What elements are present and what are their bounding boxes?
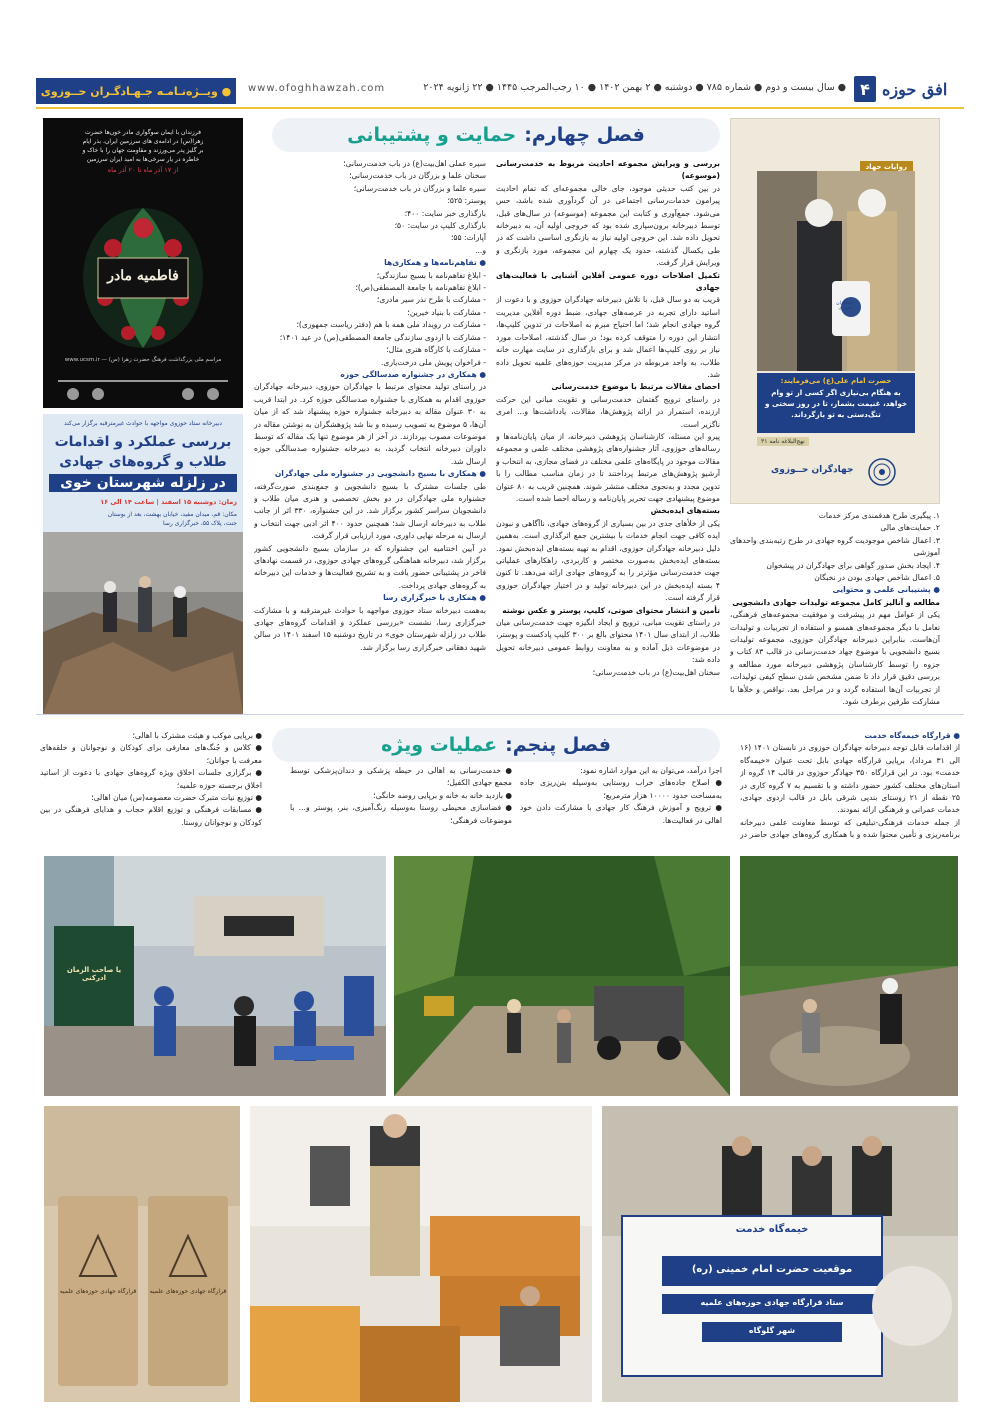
paragraph: ۴. ایجاد بخش صدور گواهی برای جهادگران در پیشخوان bbox=[766, 560, 940, 570]
shrine-banner: یا صاحب الزمان ادرکنی bbox=[66, 966, 122, 982]
subheading: احصای مقالات مرتبط با موضوع خدمت‌رسانی bbox=[551, 382, 720, 392]
poster-quote-box bbox=[757, 373, 915, 433]
paragraph: در آیین اختتامیه این جشنواره که در سازمان بسیج دانشجویی کشور برگزار شد، دبیرخانه هماهنگی گروه‌های جهادی حوزوی، در قسمت نهادهای فاخر در پشتیبانی حضور یافت و به تشریح فعالیت‌ها و خدمات این دبیرخانه به گروه‌های جهادی پرداخت. bbox=[254, 543, 486, 590]
section4-column-1 bbox=[496, 158, 720, 706]
fatemiyeh-ad bbox=[43, 118, 243, 408]
section5-title-label: فصل پنجم: bbox=[505, 734, 611, 756]
subheading: ● تفاهم‌نامه‌ها و همکاری‌ها bbox=[384, 258, 486, 268]
paragraph: از جمله خدمات فرهنگی-تبلیغی که توسط معاونت علمی دبیرخانه برنامه‌ریزی و تأمین محتوا شده و با همکاری گروه‌های جهادی حاضر در bbox=[740, 817, 960, 840]
paragraph: از اقدامات قابل توجه دبیرخانه جهادگران حوزوی در تابستان ۱۴۰۱ (۱۶ الی ۳۱ مرداد)، برپایی قرارگاه جهادی بابل تحت عنوان «خیمه‌گاه خدمت» بود. در این قرارگاه ۳۵۰ جهادگر حوزوی در قالب ۱۴ گروه از استان‌های مختلف کشور حضور داشته و با تقسیم به ۷ گروه کاری در ۲۵ نقطه از ۲۱ روستای بندپی شرقی بابل در قالب اردوی جهادی، خدمات عمرانی و فرهنگی ارائه نمودند. bbox=[740, 743, 960, 815]
khoy-ad-title-1: بررسی عملکرد و اقدامات bbox=[54, 434, 232, 450]
paragraph: سیره علما و بزرگان در باب خدمت‌رسانی؛ bbox=[353, 183, 486, 193]
poster-source: نهج‌البلاغه نامه ۳۱ bbox=[757, 437, 809, 446]
subheading: مطالعه و آنالیز کامل مجموعه تولیدات جهادی دانشجویی bbox=[732, 597, 940, 607]
subheading: ● همکاری در جشنواره صدسالگی حوزه bbox=[340, 369, 486, 379]
khoy-ad-title-3: در زلزله شهرستان خوی bbox=[49, 474, 237, 492]
paragraph: ● مسابقات فرهنگی و توزیع اقلام حجاب و هدایای فرهنگی در بین کودکان و نوجوانان روستا. bbox=[40, 805, 262, 827]
paragraph: ● برگزاری جلسات اخلاق ویژه گروه‌های جهادی با دعوت از اساتید اخلاق برجسته حوزه علمیه؛ bbox=[40, 768, 262, 790]
paragraph: به‌همت دبیرخانه ستاد حوزوی مواجهه با حوادث غیرمترقبه و با مشارکت خبرگزاری رسا، نشست «بررسی عملکرد و اقدامات گروه‌های جهادی طلاب در زلزله شهرستان خوی» در تاریخ دوشنبه ۱۵ اسفند ۱۴۰۱ در سالن شهید دهقانی خبرگزاری رسا برگزار شد. bbox=[254, 605, 486, 652]
special-issue-badge: ● ویــژه‌نـامـه جـهـادگـران حــوزوی bbox=[36, 78, 236, 104]
section5-column-4 bbox=[40, 730, 262, 842]
khoy-rubble-photo bbox=[43, 532, 243, 714]
poster-brand: جهادگران حــوزوی bbox=[771, 465, 854, 475]
header-divider bbox=[36, 107, 964, 109]
jihad-quote-poster bbox=[730, 118, 940, 504]
paragraph: قریب به دو سال قبل، با تلاش دبیرخانه جهادگران حوزوی و با دعوت از اساتید دارای تجربه در عرصه‌های جهادی، ضبط دوره آفلاین مدیریت گروه جهادی انجام شد؛ اما احتیاج مبرم به اصلاحات در تدوین کلیپ‌ها، انتشار این دوره را متوقف کرده بود؛ در سال گذشته، اصلاحات مورد نیاز بر روی کلیپ‌ها اعمال شد و برای بارگذاری در سایت مهارت خانه طلاب، به واحد مربوطه در مرکز مدیریت حوزه‌های علمیه تحویل داده شد. bbox=[496, 295, 720, 379]
paragraph: ۳. اعمال شاخص موجودیت گروه جهادی در طرح رتبه‌بندی واحدهای آموزشی bbox=[730, 535, 940, 558]
khoy-ad-place: مکان: قم، میدان مفید، خیابان بهشت، بعد از بوستان جنت، پلاک ۵۵، خبرگزاری رسا bbox=[107, 511, 237, 527]
paragraph: سخنان اهل‌بیت(ع) در باب خدمت‌رسانی؛ bbox=[592, 667, 720, 677]
khoy-ad-time: زمان: دوشنبه ۱۵ اسفند | ساعت ۱۴ الی ۱۶ bbox=[100, 498, 237, 506]
section5-column-2 bbox=[520, 765, 722, 845]
khoy-ad-title-2: طلاب و گروه‌های جهادی bbox=[59, 454, 227, 470]
bag-label-2: قرارگاه جهادی حوزه‌های علمیه bbox=[149, 1288, 227, 1295]
medical-camp-photo bbox=[44, 856, 386, 1096]
food-packages-photo bbox=[250, 1106, 592, 1402]
subheading: تکمیل اصلاحات دوره عمومی آفلاین آشنایی با فعالیت‌های جهادی bbox=[496, 270, 720, 293]
poster-quote-head: حضرت امام علی(ع) می‌فرمایند: bbox=[780, 377, 892, 385]
paragraph: ● کلاس و جُنگ‌های معارفی برای کودکان و نوجوانان و حلقه‌های معرفت با جوانان؛ bbox=[40, 743, 262, 765]
poster-emblem-icon bbox=[867, 457, 897, 487]
paragraph: ● برپایی موکب و هیئت مشترک با اهالی؛ bbox=[132, 731, 262, 740]
paragraph: - مشارکت با بنیاد خیرین؛ bbox=[407, 307, 486, 317]
subheading: ● همکاری با خبرگزاری رسا bbox=[383, 593, 486, 603]
subheading: ● قرارگاه خیمه‌گاه خدمت bbox=[864, 731, 960, 740]
section-divider bbox=[36, 714, 964, 715]
paragraph: بارگذاری کلیپ در سایت: ۵۰؛ bbox=[394, 221, 486, 231]
khoy-earthquake-ad bbox=[43, 414, 243, 714]
khoy-ad-intro: دبیرخانه ستاد حوزوی مواجهه با حوادث غیرمترقبه برگزار می‌کند bbox=[64, 420, 222, 427]
paragraph: پیرو این مسئله، کارشناسان پژوهشی دبیرخانه، از میان پایان‌نامه‌ها و رساله‌های حوزوی، آثار جشنواره‌های پژوهشی مختلف علمی و مجموعه مقالات موجود در پایگاه‌های علمی مختلف در فضای مجازی، به انتخاب و آرشیو پژوهش‌های مرتبط پرداختند تا در زمان مناسب مطالب را با تدوین مجدد و به‌نحوی مختلف منتشر شوند. همچنین قریب به ۸۰ عنوان موضوع پیشنهادی جهت تحریر پایان‌نامه و رساله احصا شده است. bbox=[496, 431, 720, 503]
tent-banner-photo bbox=[602, 1106, 958, 1402]
poster-quote: به هنگام بی‌نیازی اگر کسی از تو وام خواهد، غنیمت بشمار، تا در روز سختی و تنگ‌دستی به تو بازگرداند. bbox=[764, 388, 908, 419]
poster-bag-label: جهادگران حوزوی bbox=[836, 301, 854, 311]
subheading: بررسی و ویرایش مجموعه احادیث مربوط به خدمت‌رسانی (موسوعه) bbox=[496, 159, 720, 181]
paragraph: در راستای تولید محتوای مرتبط با جهادگران حوزوی، دبیرخانه جهادگران حوزوی اقدام به همکاری با جشنواره صدسالگی حوزه کرد. در ابتدا قریب به ۳۰ عنوان مقاله به دبیرخانه جشنواره حوزه پیشنهاد شد که از میان آن‌ها، ۵ موضوع به تصویب رسیده و بنا شد پژوهشگران به نوشتن مقاله در موضوعات مصوب بپردازند. در آخر از هر موضوع تنها یک مقاله که توسط داوران دبیرخانه انتخاب گردید، به دبیرخانه جشنواره صدسالگی حوزه ارسال شد. bbox=[254, 382, 486, 466]
paragraph: - مشارکت با کارگاه هنری مثال؛ bbox=[386, 345, 486, 355]
site-url[interactable]: www.ofoghhawzah.com bbox=[248, 83, 386, 94]
section4-title-name: حمایت و پشتیبانی bbox=[347, 124, 517, 146]
paper-name: افق حوزه bbox=[882, 79, 948, 99]
paragraph: - مشارکت با اردوی سازندگی جامعة المصطفی(ص) در عید ۱۴۰۱؛ bbox=[279, 332, 486, 342]
paragraph: ● توزیع نیات متبرک حضرت معصومه(س) میان اهالی؛ bbox=[91, 793, 262, 803]
rubble-removal-photo bbox=[740, 856, 958, 1096]
paragraph: - ابلاغ تفاهم‌نامه با بسیج سازندگی؛ bbox=[376, 270, 486, 280]
bag-label-1: قرارگاه جهادی حوزه‌های علمیه bbox=[59, 1288, 137, 1295]
fatemiyeh-calligraphy: فاطمیه مادر bbox=[107, 268, 179, 284]
subheading: ● همکاری با بسیج دانشجویی در جشنواره ملی جهادگران bbox=[274, 469, 486, 479]
paragraph: ۵. اعمال شاخص جهادی بودن در نخبگان bbox=[814, 573, 940, 583]
tent-banner-line-1: خیمه‌گاه خدمت bbox=[735, 1224, 809, 1235]
page-header bbox=[36, 74, 964, 112]
section5-title-name: عملیات ویژه bbox=[381, 734, 498, 756]
section4-column-2 bbox=[254, 158, 486, 706]
section4-column-3 bbox=[730, 510, 940, 706]
section5-title bbox=[272, 728, 720, 762]
paragraph: ● خدمت‌رسانی به اهالی در حیطه پزشکی و دندان‌پزشکی توسط مجمع جهادی الکفیل؛ bbox=[290, 766, 512, 788]
paragraph: - مشارکت در رویداد ملی همه با هم (دفتر ریاست جمهوری)؛ bbox=[296, 320, 486, 330]
fatemiyeh-ad-date: از ۱۷ آذر ماه تا ۲۰ آذر ماه bbox=[107, 166, 179, 174]
fatemiyeh-ad-text: فرزندان با ایمان سوگواری مادر خون‌ها حضرت زهرا(س) در ادامه‌ی های سرزمین ایران، بذر ایام بر گلیز پدر می‌ورزند و مقاومت جهان را با خاک و خاطره در یار سرخی‌ها به امید ایران سرزمین bbox=[82, 129, 204, 163]
paragraph: ۱. پیگیری طرح هدفمندی مرکز خدمات bbox=[818, 511, 940, 520]
section5-column-3 bbox=[290, 765, 512, 845]
paragraph: - مشارکت با طرح نذر سیر مادری؛ bbox=[376, 295, 486, 305]
page-number: ۴ bbox=[854, 76, 876, 102]
forest-road-work-photo bbox=[394, 856, 730, 1096]
paragraph: سخنان علما و بزرگان در باب خدمت‌رسانی؛ bbox=[349, 171, 486, 181]
poster-tag: روایات جهاد bbox=[860, 161, 913, 173]
clerics-aid-photo bbox=[757, 171, 915, 371]
paragraph: در بین کتب حدیثی موجود، جای خالی مجموعه‌ای که تمام احادیث پیرامون خدمات‌رسانی اجتماعی در آن گردآوری شده باشد، حس می‌شود. جمع‌آوری و کتابت این مجموعه (موسوعه) در سال‌های قبل، توسط دبیرخانه برون‌سپاری شده بود که خروجی اولیه آن، به دبیرخانه تحویل داده شد. این خروجی اولیه نیاز به بازنگری اساسی داشت که در طی یکسال گذشته، حدود یک چهارم این مجموعه، مورد بازنگری و ویرایش قرار گرفت. bbox=[496, 183, 720, 268]
issue-meta: ● سال بیست و دوم ● شماره ۷۸۵ ● دوشنبه ● ۲ بهمن ۱۴۰۲ ● ۱۰ رجب‌المرجب ۱۴۴۵ ● ۲۲ ژانویه ۲۰۲۴ bbox=[423, 82, 846, 93]
paragraph: ● بازدید خانه به خانه و برپایی روضه خانگی؛ bbox=[373, 790, 512, 800]
paragraph: و... bbox=[475, 245, 486, 255]
paragraph: آپارات: ۵۵؛ bbox=[450, 233, 486, 243]
subheading: ● پشتیبانی علمی و محتوایی bbox=[832, 585, 940, 595]
paragraph: اجرا درآمد، می‌توان به این موارد اشاره نمود: bbox=[580, 766, 722, 775]
masthead-logo[interactable] bbox=[854, 74, 964, 104]
paragraph: - فراخوان پویش ملی درخت‌یاری. bbox=[380, 357, 486, 367]
paragraph: سیره عملی اهل‌بیت(ع) در باب خدمت‌رسانی؛ bbox=[343, 159, 486, 168]
paragraph: ۲. حمایت‌های مالی bbox=[880, 523, 940, 533]
paragraph: در راستای ترویج گفتمان خدمت‌رسانی و تقویت مبانی این حرکت ارزنده، استمرار در ارائه پژوهش‌ها، مقالات، یادداشت‌ها و... امری ناگزیر است. bbox=[496, 394, 720, 429]
paragraph: ● اصلاح جاده‌های خراب روستایی به‌وسیله بتن‌ریزی جاده به‌مساحت حدود ۱۰۰۰۰ هزار مترمربع؛ bbox=[520, 778, 722, 800]
aid-bags-photo bbox=[44, 1106, 240, 1402]
section4-title-label: فصل چهارم: bbox=[524, 124, 645, 146]
paragraph: یکی از عوامل مهم در پیشرفت و موفقیت مجموعه‌های فرهنگی، تعامل با دیگر مجموعه‌های همسو و استفاده از تجربیات و تولیدات آن‌هاست. بنابراین دبیرخانه جهادگران حوزوی، مجموعه تولیدات بسیج دانشجویی با موضوع جهاد خدمت‌رسانی در قالب ۸۳ کتاب و جزوه را توسط کارشناسان پژوهشی دبیرخانه مورد مطالعه و بررسی دقیق قرار داد تا ضمن مشخص شدن سطح کیفی تولیدات، از تجربیات آن‌ها استفاده گردد و در مراحل بعد، نواقص و خلأها با مشارکت طرفین برطرف شود. bbox=[730, 610, 940, 706]
paragraph: - ابلاغ تفاهم‌نامه با جامعة المصطفی(ص)؛ bbox=[355, 283, 486, 293]
tent-banner-line-2: موقعیت حضرت امام خمینی (ره) bbox=[691, 1264, 853, 1275]
paragraph: یکی از خلأهای جدی در بین بسیاری از گروه‌های جهادی، ناآگاهی و نبودن ایده کافی جهت انجام خدمات با بیشترین جمع اثرگذاری است. به‌همین دلیل دبیرخانه جهادگران حوزوی، اقدام به تهیه بسته‌های ایده‌بخش نمود. بسته‌های ایده‌بخش به‌صورت مختصر و کاربردی، راهکارهای عملیاتی جهت خدمت‌رسانی مؤثرتر را به گروه‌های جهادی ارائه می‌دهد. تا کنون ۴ بسته ایده‌بخش در این دبیرخانه تولید و در اختیار جهادگران حوزوی قرار گرفته است. bbox=[496, 518, 720, 603]
section5-column-1 bbox=[740, 730, 960, 842]
paragraph: پوستر: ۵۲۵؛ bbox=[447, 196, 486, 206]
tent-banner-line-4: شهر گلوگاه bbox=[748, 1326, 796, 1335]
paragraph: ● فضاسازی محیطی روستا به‌وسیله رنگ‌آمیزی، بنر، پوستر و... با موضوعات فرهنگی؛ bbox=[290, 803, 512, 825]
section4-title bbox=[272, 118, 720, 152]
tent-banner-line-3: ستاد قرارگاه جهادی حوزه‌های علمیه bbox=[700, 1298, 844, 1307]
fatemiyeh-ad-footer: مراسم ملی بزرگداشت فرهنگ حضرت زهرا (س) — www.ucsm.ir bbox=[64, 357, 222, 363]
subheading: تأمین و انتشار محتوای صوتی، کلیپ، پوستر و عکس نوشته bbox=[502, 605, 720, 615]
subheading: بسته‌های ایده‌بخش bbox=[650, 506, 720, 516]
paragraph: در راستای تقویت مبانی، ترویج و ایجاد انگیزه جهت خدمت‌رسانی میان طلاب، از ابتدای سال ۱۴۰۱ محتوای بالغ بر ۳۰۰ کلیپ پادکست و پوستر، در موضوعات ذیل آماده و به معاونت روابط عمومی دبیرخانه تحویل داده شد: bbox=[496, 618, 720, 665]
paragraph: طی جلسات مشترک با بسیج دانشجویی و جمع‌بندی صورت‌گرفته، جشنواره ملی جهادگران در دو بخش تخصصی و هنری میان طلاب و دانشجویان سراسر کشور برگزار شد. در این جشنواره، ۳۳۰ اثر از جانب طلاب به دبیرخانه ارسال شد؛ همچنین حدود ۴۰۰ اثر ادبی جهت انتخاب و ارسال به مرحله نهایی داوری، مورد ارزیابی قرار گرفت. bbox=[254, 481, 486, 541]
paragraph: بارگذاری خبر سایت: ۴۰۰؛ bbox=[404, 208, 486, 218]
paragraph: ● ترویج و آموزش فرهنگ کار جهادی با مشارکت دادن خود اهالی در فعالیت‌ها. bbox=[520, 803, 722, 825]
